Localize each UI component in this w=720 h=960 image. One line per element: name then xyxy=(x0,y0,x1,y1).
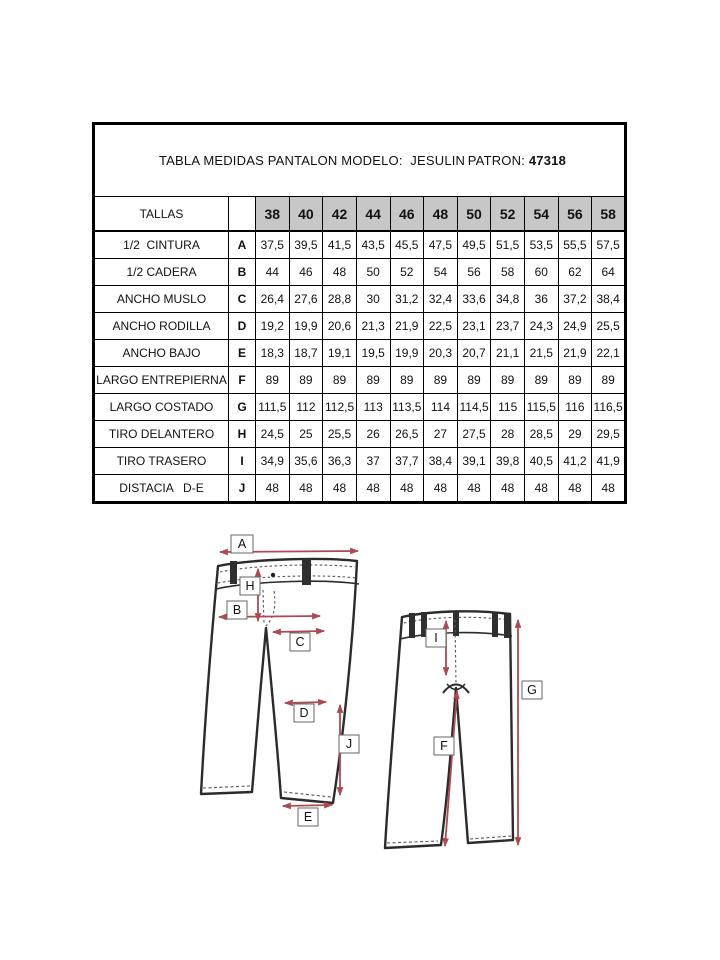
measure-value: 32,4 xyxy=(424,286,458,313)
measure-value: 62 xyxy=(558,259,592,286)
back-belt-loop xyxy=(409,613,415,638)
measure-value: 27 xyxy=(424,421,458,448)
measure-value: 89 xyxy=(323,367,357,394)
measure-value: 21,9 xyxy=(390,313,424,340)
size-header: 38 xyxy=(256,197,290,232)
label-h: H xyxy=(245,579,255,593)
measure-letter: F xyxy=(229,367,256,394)
measure-value: 89 xyxy=(592,367,626,394)
measure-value: 89 xyxy=(256,367,290,394)
back-pants-outline xyxy=(385,611,513,848)
size-header: 44 xyxy=(356,197,390,232)
table-row xyxy=(94,286,626,313)
size-header: 42 xyxy=(323,197,357,232)
measure-value: 19,9 xyxy=(289,313,323,340)
measure-value: 50 xyxy=(356,259,390,286)
size-header: 50 xyxy=(457,197,491,232)
measure-value: 39,1 xyxy=(457,448,491,475)
measure-value: 28,8 xyxy=(323,286,357,313)
measure-value: 114,5 xyxy=(457,394,491,421)
measure-value: 29,5 xyxy=(592,421,626,448)
size-header: 40 xyxy=(289,197,323,232)
measure-arrow-c xyxy=(273,631,324,632)
measure-value: 36,3 xyxy=(323,448,357,475)
measure-value: 41,9 xyxy=(592,448,626,475)
measure-value: 36 xyxy=(525,286,559,313)
measure-value: 20,3 xyxy=(424,340,458,367)
measure-value: 48 xyxy=(390,475,424,503)
measure-value: 24,3 xyxy=(525,313,559,340)
measure-label: TIRO TRASERO xyxy=(94,448,229,475)
measure-value: 48 xyxy=(289,475,323,503)
measure-value: 21,9 xyxy=(558,340,592,367)
measure-value: 44 xyxy=(256,259,290,286)
measure-value: 57,5 xyxy=(592,231,626,259)
measure-value: 89 xyxy=(558,367,592,394)
measure-value: 112 xyxy=(289,394,323,421)
measure-value: 48 xyxy=(256,475,290,503)
measure-value: 25,5 xyxy=(323,421,357,448)
measure-value: 20,7 xyxy=(457,340,491,367)
pants-front-view xyxy=(201,558,359,803)
measure-value: 41,5 xyxy=(323,231,357,259)
measure-value: 19,9 xyxy=(390,340,424,367)
measure-letter: G xyxy=(229,394,256,421)
size-header: 56 xyxy=(558,197,592,232)
measure-value: 48 xyxy=(356,475,390,503)
measurements-table xyxy=(92,122,627,504)
measure-letter: H xyxy=(229,421,256,448)
size-header: 54 xyxy=(525,197,559,232)
measure-label: DISTACIA D-E xyxy=(94,475,229,503)
measure-value: 19,1 xyxy=(323,340,357,367)
measure-letter: I xyxy=(229,448,256,475)
measure-value: 89 xyxy=(457,367,491,394)
label-e: E xyxy=(303,810,313,824)
measure-arrow-e xyxy=(283,805,332,806)
measure-value: 26,4 xyxy=(256,286,290,313)
measure-value: 43,5 xyxy=(356,231,390,259)
measure-value: 113 xyxy=(356,394,390,421)
measure-value: 111,5 xyxy=(256,394,290,421)
front-belt-loop xyxy=(230,561,237,584)
measure-value: 89 xyxy=(424,367,458,394)
measure-value: 56 xyxy=(457,259,491,286)
measure-value: 28 xyxy=(491,421,525,448)
label-a: A xyxy=(237,537,247,551)
table-row xyxy=(94,259,626,286)
measure-value: 89 xyxy=(289,367,323,394)
measure-value: 27,5 xyxy=(457,421,491,448)
measure-value: 22,1 xyxy=(592,340,626,367)
measure-value: 48 xyxy=(592,475,626,503)
size-header: 52 xyxy=(491,197,525,232)
measure-value: 18,7 xyxy=(289,340,323,367)
measure-value: 23,7 xyxy=(491,313,525,340)
back-belt-loop xyxy=(453,611,459,636)
measure-value: 33,6 xyxy=(457,286,491,313)
front-belt-loop xyxy=(302,558,311,585)
measure-value: 89 xyxy=(525,367,559,394)
measure-label: 1/2 CADERA xyxy=(94,259,229,286)
measure-label: ANCHO BAJO xyxy=(94,340,229,367)
measure-value: 24,5 xyxy=(256,421,290,448)
measure-letter: E xyxy=(229,340,256,367)
measure-value: 53,5 xyxy=(525,231,559,259)
measure-value: 21,1 xyxy=(491,340,525,367)
measure-value: 37,7 xyxy=(390,448,424,475)
measure-value: 23,1 xyxy=(457,313,491,340)
table-row xyxy=(94,448,626,475)
measure-value: 52 xyxy=(390,259,424,286)
measure-arrow-d xyxy=(285,702,326,703)
measure-value: 60 xyxy=(525,259,559,286)
table-row xyxy=(94,394,626,421)
measure-value: 58 xyxy=(491,259,525,286)
measure-value: 89 xyxy=(491,367,525,394)
measure-value: 37 xyxy=(356,448,390,475)
measure-value: 64 xyxy=(592,259,626,286)
measure-value: 48 xyxy=(323,259,357,286)
measure-value: 51,5 xyxy=(491,231,525,259)
pants-measurement-diagram xyxy=(130,515,560,885)
table-title: TABLA MEDIDAS PANTALON MODELO: JESULIN xyxy=(159,153,466,168)
measure-value: 112,5 xyxy=(323,394,357,421)
tallas-header: TALLAS xyxy=(94,197,229,232)
measure-value: 39,8 xyxy=(491,448,525,475)
measure-value: 45,5 xyxy=(390,231,424,259)
table-row xyxy=(94,421,626,448)
measure-letter: B xyxy=(229,259,256,286)
measure-letter: A xyxy=(229,231,256,259)
sizes-header-row xyxy=(94,197,626,232)
measure-value: 39,5 xyxy=(289,231,323,259)
measure-value: 25 xyxy=(289,421,323,448)
measure-value: 22,5 xyxy=(424,313,458,340)
measure-value: 18,3 xyxy=(256,340,290,367)
measure-value: 26,5 xyxy=(390,421,424,448)
table-row xyxy=(94,231,626,259)
letter-header-empty xyxy=(229,197,256,232)
back-belt-loop xyxy=(492,612,498,637)
label-d: D xyxy=(299,706,309,720)
measure-value: 48 xyxy=(491,475,525,503)
measure-value: 115,5 xyxy=(525,394,559,421)
back-belt-loop xyxy=(504,613,510,638)
measure-value: 48 xyxy=(457,475,491,503)
size-header: 48 xyxy=(424,197,458,232)
measure-value: 48 xyxy=(323,475,357,503)
measure-value: 116 xyxy=(558,394,592,421)
measure-value: 115 xyxy=(491,394,525,421)
patron-label: PATRON: xyxy=(467,153,526,168)
measure-letter: J xyxy=(229,475,256,503)
label-g: G xyxy=(527,683,537,697)
measure-value: 21,5 xyxy=(525,340,559,367)
measure-value: 48 xyxy=(424,475,458,503)
measure-value: 34,9 xyxy=(256,448,290,475)
measure-letter: D xyxy=(229,313,256,340)
measure-label: LARGO ENTREPIERNA xyxy=(94,367,229,394)
measure-value: 49,5 xyxy=(457,231,491,259)
measure-value: 54 xyxy=(424,259,458,286)
front-pants-outline xyxy=(201,559,357,803)
measure-value: 19,5 xyxy=(356,340,390,367)
measure-value: 38,4 xyxy=(424,448,458,475)
measure-value: 37,5 xyxy=(256,231,290,259)
label-f: F xyxy=(440,739,448,753)
measure-value: 48 xyxy=(525,475,559,503)
measure-label: ANCHO MUSLO xyxy=(94,286,229,313)
measure-letter: C xyxy=(229,286,256,313)
measure-label: TIRO DELANTERO xyxy=(94,421,229,448)
measure-label: ANCHO RODILLA xyxy=(94,313,229,340)
table-row xyxy=(94,313,626,340)
table-row xyxy=(94,340,626,367)
table-row xyxy=(94,475,626,503)
measure-value: 20,6 xyxy=(323,313,357,340)
title-row xyxy=(94,124,626,197)
front-button xyxy=(271,573,275,577)
measure-value: 40,5 xyxy=(525,448,559,475)
table-row xyxy=(94,367,626,394)
label-j: J xyxy=(345,737,353,751)
measure-value: 29 xyxy=(558,421,592,448)
measure-value: 37,2 xyxy=(558,286,592,313)
measure-label: LARGO COSTADO xyxy=(94,394,229,421)
measure-value: 89 xyxy=(390,367,424,394)
measure-value: 114 xyxy=(424,394,458,421)
measure-value: 41,2 xyxy=(558,448,592,475)
measure-value: 27,6 xyxy=(289,286,323,313)
measure-value: 19,2 xyxy=(256,313,290,340)
label-i: I xyxy=(434,631,438,645)
label-c: C xyxy=(295,635,305,649)
measure-value: 89 xyxy=(356,367,390,394)
measure-value: 55,5 xyxy=(558,231,592,259)
measure-value: 24,9 xyxy=(558,313,592,340)
measure-value: 116,5 xyxy=(592,394,626,421)
size-header: 46 xyxy=(390,197,424,232)
measure-value: 38,4 xyxy=(592,286,626,313)
measure-value: 21,3 xyxy=(356,313,390,340)
measure-value: 34,8 xyxy=(491,286,525,313)
size-header: 58 xyxy=(592,197,626,232)
pants-back-view xyxy=(385,611,513,848)
measure-value: 26 xyxy=(356,421,390,448)
measure-value: 46 xyxy=(289,259,323,286)
measure-value: 47,5 xyxy=(424,231,458,259)
measure-value: 35,6 xyxy=(289,448,323,475)
measure-value: 28,5 xyxy=(525,421,559,448)
measure-label: 1/2 CINTURA xyxy=(94,231,229,259)
measure-value: 25,5 xyxy=(592,313,626,340)
measure-value: 48 xyxy=(558,475,592,503)
measure-value: 30 xyxy=(356,286,390,313)
measure-value: 31,2 xyxy=(390,286,424,313)
label-b: B xyxy=(232,603,242,617)
table-title-cell xyxy=(94,124,626,197)
measure-value: 113,5 xyxy=(390,394,424,421)
patron-value: 47318 xyxy=(528,153,566,168)
patron xyxy=(468,153,566,168)
